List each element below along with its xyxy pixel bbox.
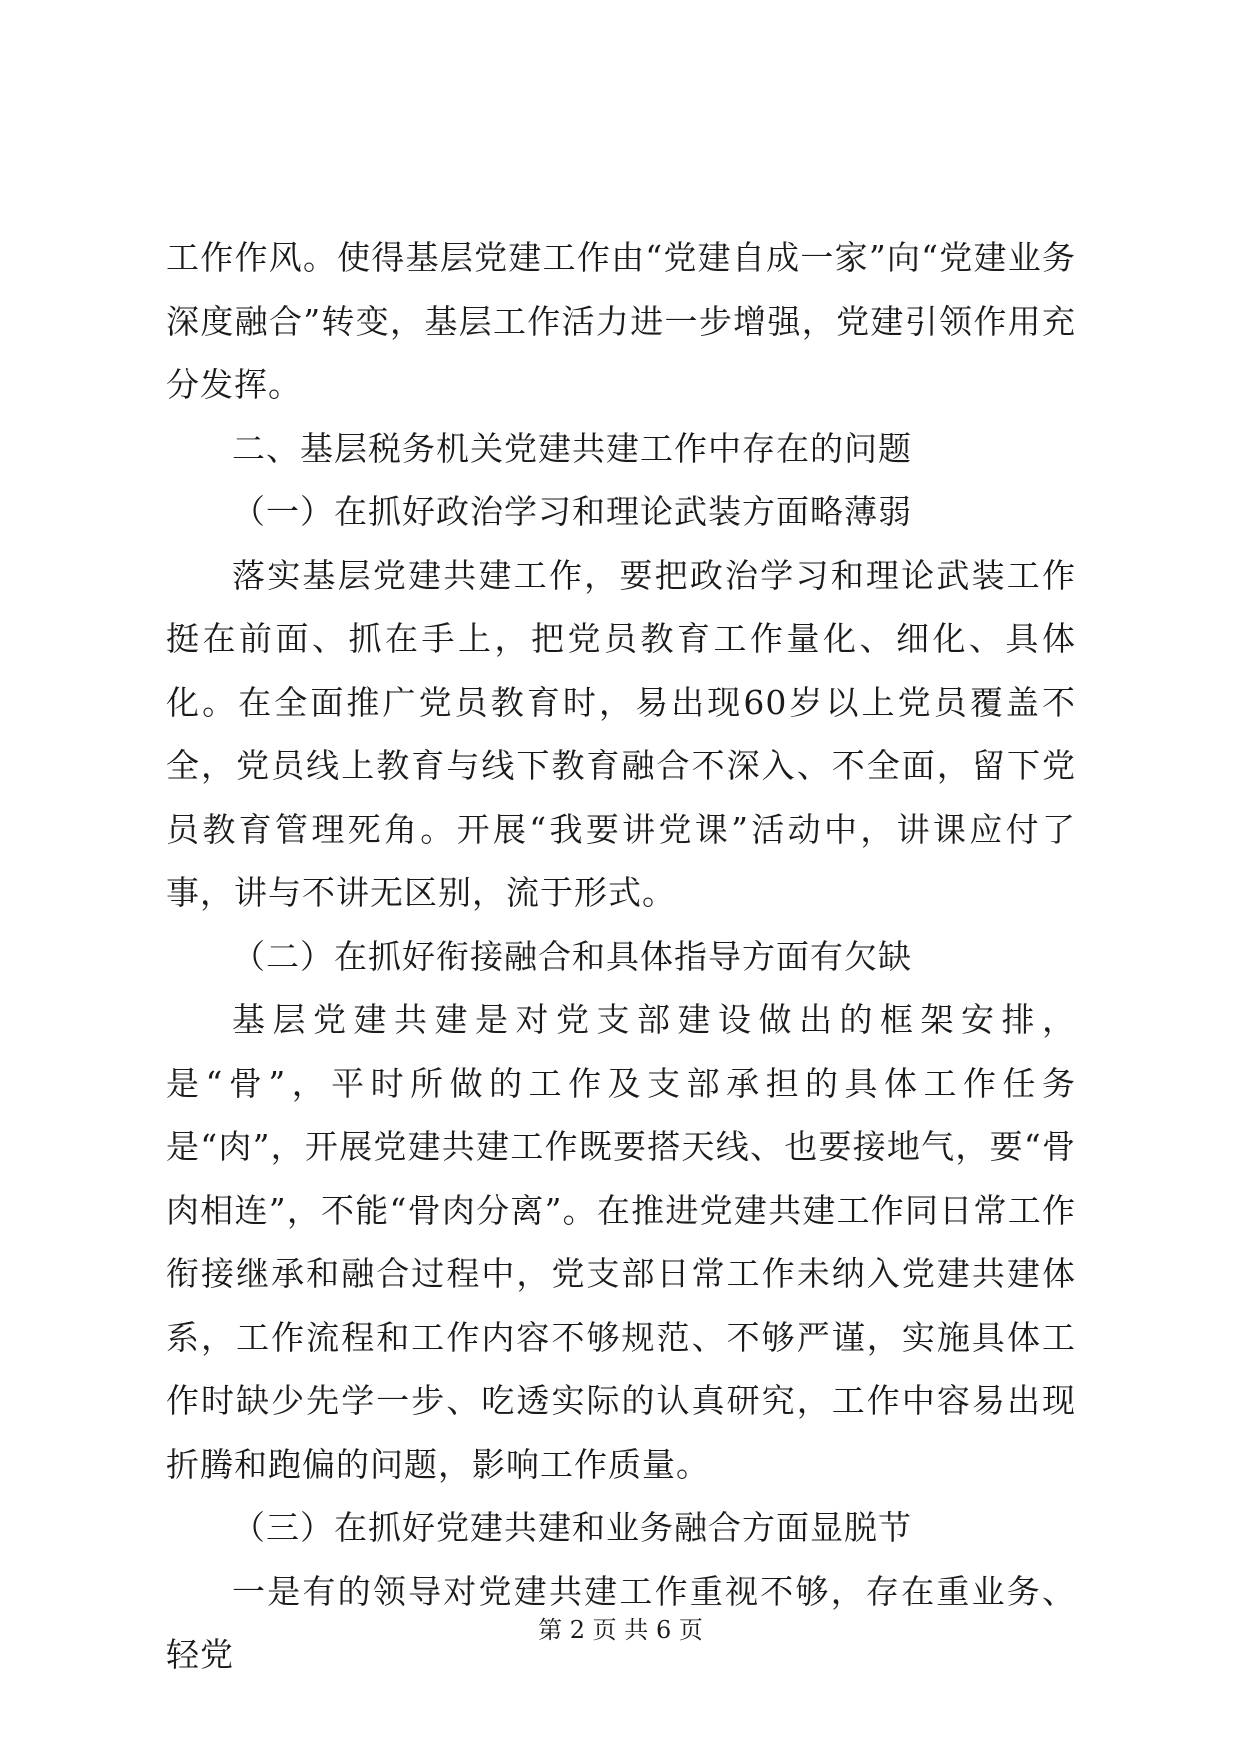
subsection-heading-3: （三）在抓好党建共建和业务融合方面显脱节 <box>232 1508 912 1547</box>
document-body <box>166 226 1076 1687</box>
subsection-heading-1: （一）在抓好政治学习和理论武装方面略薄弱 <box>232 492 912 531</box>
page-footer: 第 2 页 共 6 页 <box>538 1616 703 1644</box>
paragraph-continued: 工作作风。使得基层党建工作由“党建自成一家”向“党建业务深度融合”转变，基层工作活力进一步增强，党建引领作用充分发挥。 <box>166 238 1076 404</box>
paragraph-2: 基层党建共建是对党支部建设做出的框架安排，是“骨”，平时所做的工作及支部承担的具体工作任务是“肉”，开展党建共建工作既要搭天线、也要接地气，要“骨肉相连”，不能“骨肉分离”。在推进党建共建工作同日常工作衔接继承和融合过程中，党支部日常工作未纳入党建共建体系，工作流程和工作内容不够规范、不够严谨，实施具体工作时缺少先学一步、吃透实际的认真研究，工作中容易出现折腾和跑偏的问题，影响工作质量。 <box>166 1000 1076 1484</box>
subsection-heading-2: （二）在抓好衔接融合和具体指导方面有欠缺 <box>232 936 912 976</box>
section-heading: 二、基层税务机关党建共建工作中存在的问题 <box>232 428 912 468</box>
paragraph-3: 一是有的领导对党建共建工作重视不够，存在重业务、轻党 <box>166 1571 1076 1674</box>
paragraph-1: 落实基层党建共建工作，要把政治学习和理论武装工作挺在前面、抓在手上，把党员教育工作量化、细化、具体化。在全面推广党员教育时，易出现60岁以上党员覆盖不全，党员线上教育与线下教育融合不深入、不全面，留下党员教育管理死角。开展“我要讲党课”活动中，讲课应付了事，讲与不讲无区别，流于形式。 <box>166 555 1076 912</box>
